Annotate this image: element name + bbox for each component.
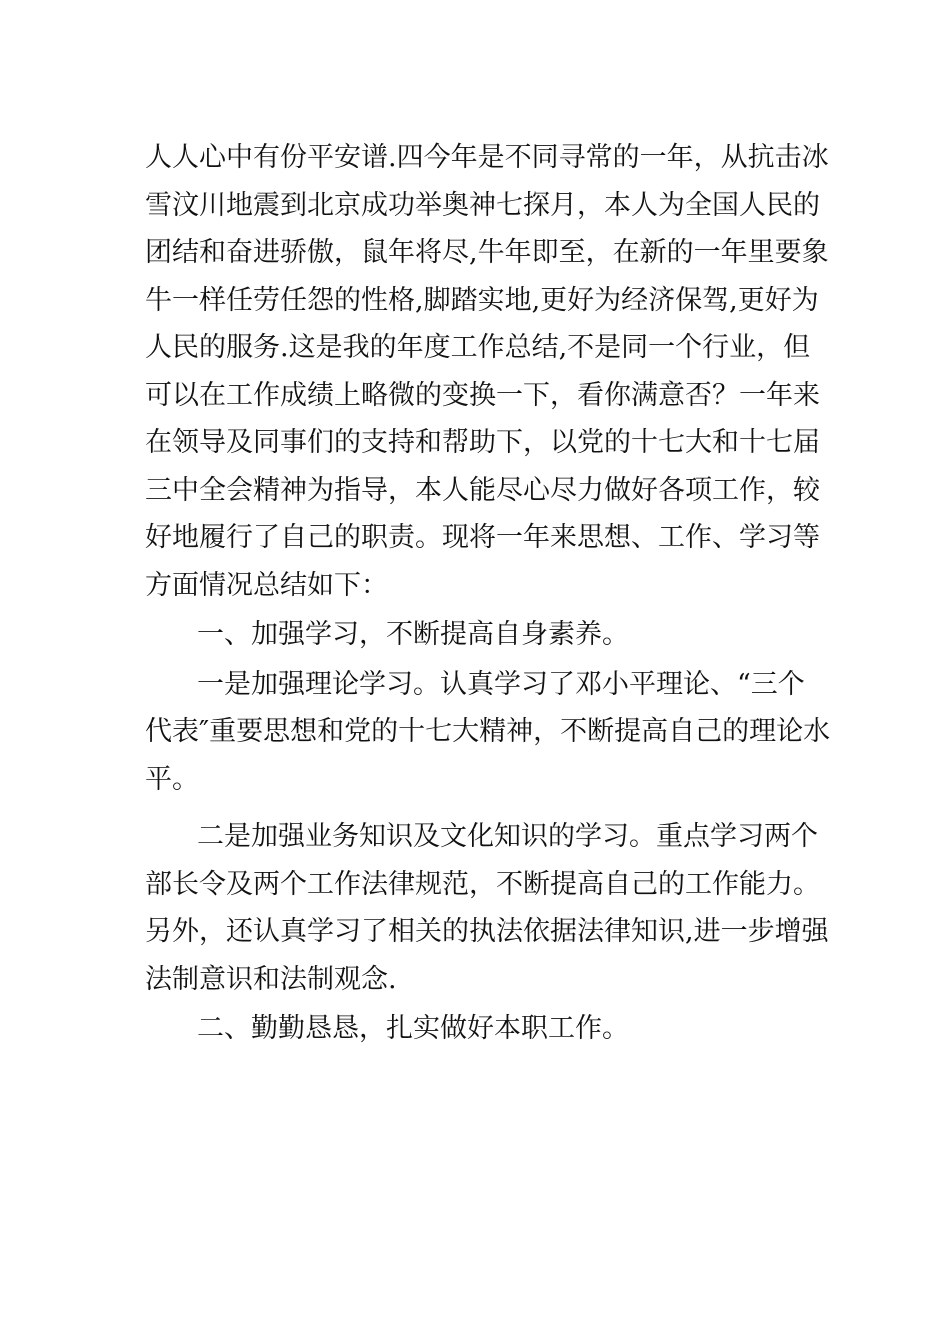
text-line: 二是加强业务知识及文化知识的学习。重点学习两个 [197, 821, 818, 852]
text-line: 人民的服务.这是我的年度工作总结,不是同一个行业，但 [145, 332, 811, 363]
section-heading-1 [145, 611, 825, 659]
text-line: 一是加强理论学习。认真学习了邓小平理论、“三个 [197, 668, 805, 700]
text-line: 法制意识和法制观念. [145, 963, 397, 995]
text-line: 好地履行了自己的职责。现将一年来思想、工作、学习等 [145, 522, 820, 553]
business-study-paragraph [145, 813, 829, 1003]
text-line: 可以在工作成绩上略微的变换一下，看你满意否？一年来 [145, 379, 820, 411]
section-heading-2 [145, 1005, 825, 1053]
document-body [145, 134, 831, 1053]
text-line: 团结和奋进骄傲，鼠年将尽,牛年即至，在新的一年里要象 [145, 237, 829, 268]
text-line: 平。 [145, 763, 199, 795]
text-line: 二、勤勤恳恳，扎实做好本职工作。 [197, 1013, 629, 1044]
text-line: 雪汶川地震到北京成功举奥神七探月，本人为全国人民的 [145, 189, 820, 221]
text-line: 三中全会精神为指导，本人能尽心尽力做好各项工作，较 [145, 474, 820, 506]
text-line: 部长令及两个工作法律规范，不断提高自己的工作能力。 [145, 868, 820, 900]
text-line: 在领导及同事们的支持和帮助下，以党的十七大和十七届 [145, 427, 820, 458]
text-line: 一、加强学习，不断提高自身素养。 [197, 619, 629, 650]
text-line: 方面情况总结如下： [145, 569, 388, 601]
intro-paragraph [145, 134, 829, 609]
spacer [145, 803, 825, 813]
text-line: 牛一样任劳任怨的性格,脚踏实地,更好为经济保驾,更好为 [145, 284, 819, 316]
theory-study-paragraph [145, 661, 831, 804]
text-line: 另外，还认真学习了相关的执法依据法律知识,进一步增强 [145, 916, 829, 947]
text-line: 人人心中有份平安谱.四今年是不同寻常的一年，从抗击冰 [145, 142, 829, 173]
text-line: 代表″重要思想和党的十七大精神，不断提高自己的理论水 [145, 716, 831, 747]
